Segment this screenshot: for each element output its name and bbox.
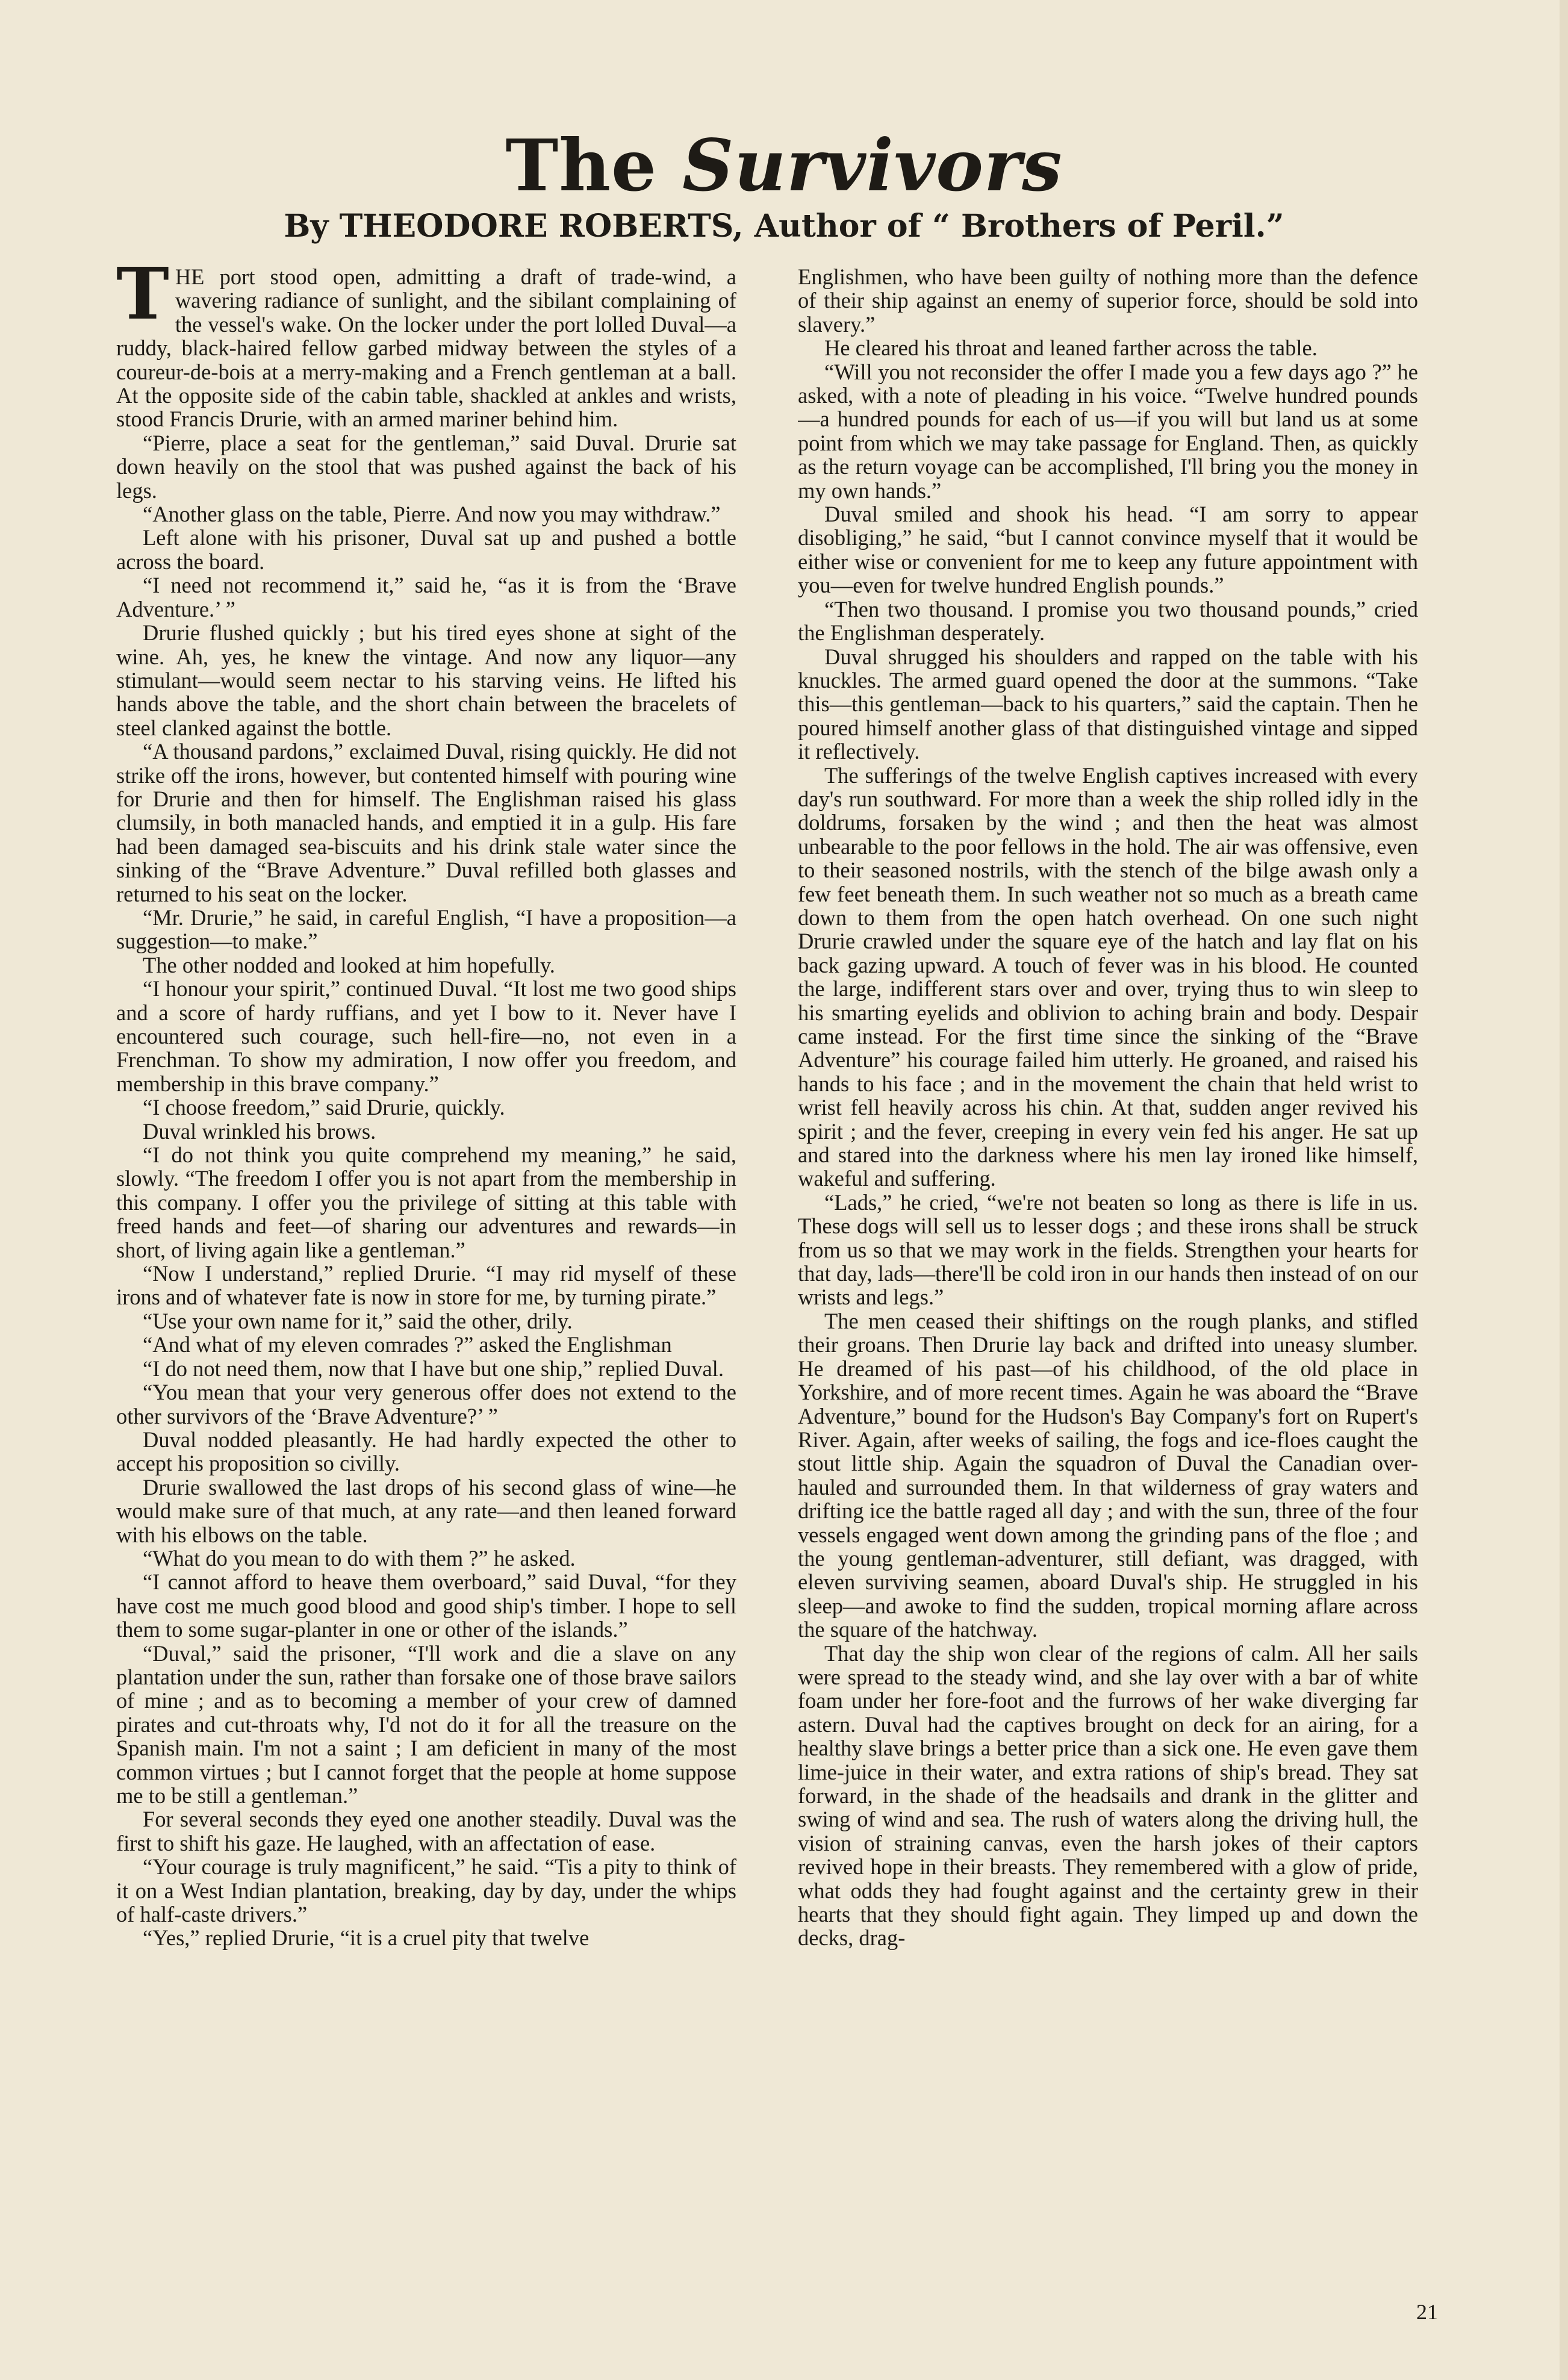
paragraph: “Lads,” he cried, “we're not beaten so long as there is life in us. These dogs will sell us to lesser dogs ; and these irons shall be struck from us so that we may work in the fields. Strengthen your hearts for that day, lads—there'll be cold iron in our hands then instead of on our wrists and legs.” [798, 1189, 1418, 1310]
paragraph: “What do you mean to do with them ?” he asked. [143, 1545, 576, 1571]
paragraph: “Mr. Drurie,” he said, in careful English, “I have a proposition—a suggestion—to make.” [116, 905, 736, 954]
paragraph: “Use your own name for it,” said the other, drily. [143, 1308, 573, 1333]
paragraph: “Your courage is truly magnificent,” he said. “Tis a pity to think of it on a West Indian plantation, breaking, day by day, under the whips of half-caste drivers.” [116, 1854, 736, 1927]
paragraph: “I do not need them, now that I have but one ship,” replied Duval. [143, 1356, 724, 1381]
paragraph [116, 265, 736, 431]
paragraph: “You mean that your very generous offer does not extend to the other survivors of the ‘Brave Adventure?’ ” [116, 1380, 736, 1428]
paragraph: Drurie flushed quickly ; but his tired eyes shone at sight of the wine. Ah, yes, he knew the vintage. And now any liquor—any stimulant—would seem nectar to his starving veins. He lifted his hands above the table, and the short chain between the bracelets of steel clanked against the bottle. [116, 620, 736, 740]
paragraph: Drurie swallowed the last drops of his second glass of wine—he would make sure of that much, at any rate—and then leaned forward with his elbows on the table. [116, 1474, 736, 1547]
paragraph: “Pierre, place a seat for the gentleman,” said Duval. Drurie sat down heavily on the stool that was pushed against the back of his legs. [116, 430, 736, 503]
paragraph: The sufferings of the twelve English captives increased with every day's run southward. For more than a week the ship rolled idly in the doldrums, forsaken by the wind ; and then the heat was almost unbearable to the poor fellows in the hold. The air was offensive, even to their seasoned nostrils, with the stench of the bilge awash only a few feet beneath them. In such weather not so much as a breath came down to them from the open hatch overhead. On one such night Drurie crawled under the square eye of the hatch and lay flat on his back gazing upward. A touch of fever was in his blood. He counted the large, indifferent stars over and over, trying thus to win sleep to his smarting eyelids and oblivion to aching brain and body. Despair came instead. For the first time since the sinking of the “Brave Adventure” his courage failed him utterly. He groaned, and raised his hands to his face ; and in the movement the chain that held wrist to wrist fell heavily across his chin. At that, sudden anger revived his spirit ; and the fever, creeping in every vein fed his anger. He sat up and stared into the darkness where his men lay ironed like himself, wakeful and suffering. [798, 762, 1418, 1191]
paragraph: He cleared his throat and leaned farther across the table. [824, 335, 1318, 361]
paragraph: Duval wrinkled his brows. [143, 1118, 376, 1144]
paragraph: “Yes,” replied Drurie, “it is a cruel pity that twelve [143, 1925, 590, 1951]
paragraph: That day the ship won clear of the regions of calm. All her sails were spread to the steady wind, and she lay over with a bar of white foam under her fore-foot and the furrows of her wake diverging far astern. Duval had the captives brought on deck for an airing, for a healthy slave brings a better price than a sick one. He even gave them lime-juice in their water, and extra rations of ship's bread. They sat forward, in the shade of the headsails and drank in the glitter and swing of wind and sea. The rush of waters along the driving hull, the vision of straining canvas, even the harsh jokes of their captors revived hope in their breasts. They remembered with a glow of pride, what odds they had fought against and the certainty grew in their hearts that they should fight again. They limped up and down the decks, drag- [798, 1640, 1418, 1951]
paragraph: “Now I understand,” replied Drurie. “I may rid myself of these irons and of whatever fate is now in store for me, by turning pirate.” [116, 1261, 736, 1310]
paragraph: The men ceased their shiftings on the rough planks, and stifled their groans. Then Drurie lay back and drifted into uneasy slumber. He dreamed of his past—of his childhood, of the old place in Yorkshire, and of more recent times. Again he was aboard the “Brave Adventure,” bound for the Hudson's Bay Company's fort on Rupert's River. Again, after weeks of sailing, the fogs and ice-floes caught the stout little ship. Again the squadron of Duval the Canadian over-hauled and surrounded them. In that wilderness of gray waters and drifting ice the battle raged all day ; and with the sun, three of the four vessels engaged went down among the grinding pans of the floe ; and the young gentleman-adventurer, still defiant, was dragged, with eleven surviving seamen, aboard Duval's ship. He struggled in his sleep—and awoke to find the sudden, tropical morning aflare across the square of the hatchway. [798, 1308, 1418, 1642]
paragraph: “Duval,” said the prisoner, “I'll work and die a slave on any plantation under the sun, rather than forsake one of those brave sailors of mine ; and as to becoming a member of your crew of damned pirates and cut-throats why, I'd not do it for all the treasure on the Spanish main. I'm not a saint ; I am deficient in many of the most common virtues ; but I cannot forget that the people at home suppose me to be still a gentleman.” [116, 1640, 736, 1808]
paragraph: “I choose freedom,” said Drurie, quickly. [143, 1095, 505, 1120]
paragraph: Duval nodded pleasantly. He had hardly expected the other to accept his proposition so civilly. [116, 1427, 736, 1476]
right-column [798, 265, 1418, 2294]
paragraph: “And what of my eleven comrades ?” asked the Englishman [143, 1332, 672, 1357]
paragraph: “I honour your spirit,” continued Duval. “It lost me two good ships and a score of hardy ruffians, and yet I bow to it. Never have I encountered such courage, such hell-fire—no, not even in a Frenchman. To show my admiration, I now offer you freedom, and membership in this brave company.” [116, 976, 736, 1096]
left-column [116, 265, 736, 2294]
paragraph: For several seconds they eyed one another steadily. Duval was the first to shift his gaze. He laughed, with an affectation of ease. [116, 1807, 736, 1855]
paragraph: “Will you not reconsider the offer I made you a few days ago ?” he asked, with a note of pleading in his voice. “Twelve hundred pounds—a hundred pounds for each of us—if you will but land us at some point from which we may take passage for England. Then, as quickly as the return voyage can be accomplished, I'll bring you the money in my own hands.” [798, 359, 1418, 503]
paragraph: Duval smiled and shook his head. “I am sorry to appear disobliging,” he said, “but I cannot convince myself that it would be either wise or convenient for me to keep any future appointment with you—even for twelve hundred English pounds.” [798, 502, 1418, 598]
title-part-2: Survivors [682, 123, 1063, 207]
paragraph-text: HE port stood open, admitting a draft of trade-wind, a wavering radiance of sunlight, and the sibilant complaining of the vessel's wake. On the locker under the port lolled Duval—a ruddy, black-haired fellow garbed midway between the styles of a coureur-de-bois at a merry-making and a French gentleman at a ball. At the opposite side of the cabin table, shackled at ankles and wrists, stood Francis Drurie, with an armed mariner behind him. [116, 265, 736, 432]
paragraph: “A thousand pardons,” exclaimed Duval, rising quickly. He did not strike off the irons, however, but contented himself with pouring wine for Drurie and then for himself. The Englishman raised his glass clumsily, in both manacled hands, and emptied it in a gulp. His fare had been damaged sea-biscuits and his drink stale water since the sinking of the “Brave Adventure.” Duval refilled both glasses and returned to his seat on the locker. [116, 739, 736, 906]
paragraph: Left alone with his prisoner, Duval sat up and pushed a bottle across the board. [116, 525, 736, 574]
paragraph: Duval shrugged his shoulders and rapped on the table with his knuckles. The armed guard opened the door at the summons. “Take this—this gentleman—back to his quarters,” said the captain. Then he poured himself another glass of that distinguished vintage and sipped it reflectively. [798, 644, 1418, 764]
story-title [0, 123, 1568, 207]
page-edge [1560, 0, 1568, 2380]
paragraph: The other nodded and looked at him hopefully. [143, 952, 555, 977]
paragraph: “Then two thousand. I promise you two thousand pounds,” cried the Englishman desperately. [798, 596, 1418, 646]
paragraph: “I do not think you quite comprehend my meaning,” he said, slowly. “The freedom I offer you is not apart from the membership in this company. I offer you the privilege of sitting at this table with freed hands and feet—of sharing our adventures and rewards—in short, of living again like a gentleman.” [116, 1142, 736, 1262]
paragraph: “I cannot afford to heave them overboard,” said Duval, “for they have cost me much good blood and good ship's timber. I hope to sell them to some sugar-planter in one or other of the islands.” [116, 1569, 736, 1642]
page-number: 21 [1416, 2300, 1438, 2324]
byline: By THEODORE ROBERTS, Author of “ Brothers of Peril.” [284, 208, 1284, 245]
title-part-1: The [505, 123, 683, 207]
paragraph: “Another glass on the table, Pierre. And now you may withdraw.” [143, 502, 721, 527]
drop-cap: T [116, 265, 169, 335]
paragraph: “I need not recommend it,” said he, “as it is from the ‘Brave Adventure.’ ” [116, 573, 736, 621]
paragraph: Englishmen, who have been guilty of nothing more than the defence of their ship against an enemy of superior force, should be sold into slavery.” [798, 265, 1418, 337]
